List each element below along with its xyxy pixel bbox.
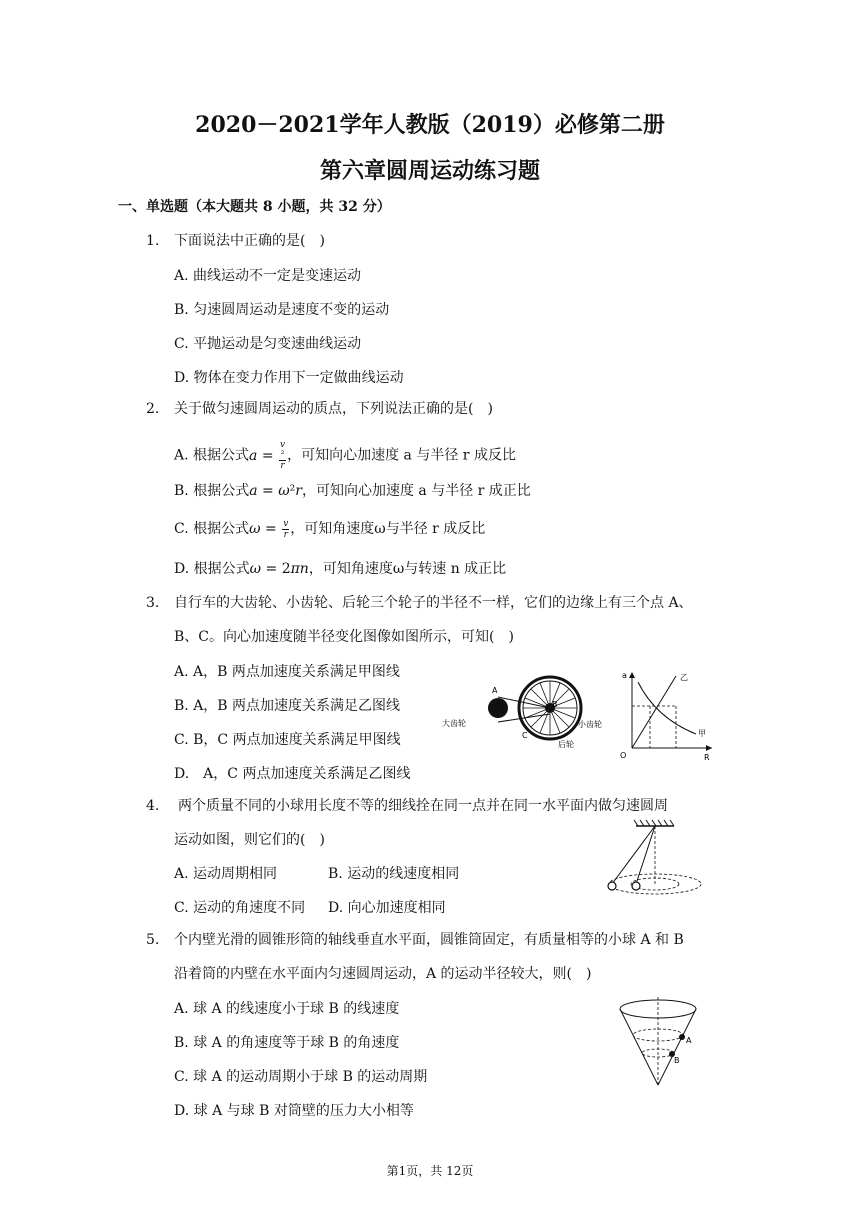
question-3-option-b: B. A，B 两点加速度关系满足乙图线 — [174, 698, 401, 714]
question-1-option-c: C. 平抛运动是匀变速曲线运动 — [174, 336, 362, 352]
label-b: B — [674, 1056, 680, 1065]
page-footer: 第1页，共 12页 — [386, 1164, 474, 1178]
ball-a — [679, 1034, 685, 1040]
formula-w-v-r: ω = $\frac{v}{r}$ — [249, 518, 289, 540]
title-line-2: 第六章圆周运动练习题 — [319, 158, 540, 184]
cone-right-wall — [658, 1009, 696, 1085]
question-5-option-c: C. 球 A 的运动周期小于球 B 的运动周期 — [174, 1069, 428, 1085]
string-1 — [612, 826, 655, 884]
question-1-number: 1. — [146, 233, 160, 249]
question-3-stem-line-2: B、C。向心加速度随半径变化图像如图所示，可知( ) — [174, 629, 514, 645]
question-2-number: 2. — [146, 401, 160, 417]
bicycle-gears-figure — [438, 650, 602, 750]
axis-y-label: a — [622, 671, 627, 680]
question-4-option-a: A. 运动周期相同 — [174, 866, 278, 882]
question-3-option-d: D. A，C 两点加速度关系满足乙图线 — [174, 766, 411, 782]
acceleration-radius-graph — [616, 668, 716, 764]
title-line-1: 2020－2021学年人教版（2019）必修第二册 — [195, 112, 665, 138]
label-a: A — [492, 686, 498, 695]
cone-figure — [614, 995, 704, 1090]
question-2-option-c — [174, 518, 485, 540]
question-4-option-c: C. 运动的角速度不同 — [174, 900, 306, 916]
question-1-option-a: A. 曲线运动不一定是变速运动 — [174, 268, 362, 284]
question-5-option-a: A. 球 A 的线速度小于球 B 的线速度 — [174, 1001, 400, 1017]
question-3-option-a: A. A，B 两点加速度关系满足甲图线 — [174, 664, 400, 680]
section-header: 一、单选题（本大题共 8 小题，共 32 分） — [118, 199, 391, 215]
formula-a-v2-r: a = v ² r — [249, 440, 286, 471]
question-2-option-d — [174, 558, 506, 578]
question-1-option-d: D. 物体在变力作用下一定做曲线运动 — [174, 370, 404, 386]
label-a: A — [686, 1036, 692, 1045]
conical-pendulum-figure — [600, 818, 710, 898]
option-suffix: ，可知向心加速度 a 与半径 r 成正比 — [301, 483, 531, 499]
question-5-option-b: B. 球 A 的角速度等于球 B 的角速度 — [174, 1035, 400, 1051]
question-5-option-d: D. 球 A 与球 B 对筒壁的压力大小相等 — [174, 1103, 414, 1119]
ball-1 — [608, 882, 616, 890]
label-c: C — [522, 731, 528, 740]
label-b: B — [552, 700, 558, 709]
option-prefix: B. 根据公式 — [174, 483, 250, 499]
option-prefix: A. 根据公式 — [174, 447, 250, 464]
question-3-option-c: C. B，C 两点加速度关系满足甲图线 — [174, 732, 401, 748]
question-2-stem: 关于做匀速圆周运动的质点，下列说法正确的是( ) — [174, 401, 493, 417]
question-3-number: 3. — [146, 595, 160, 611]
question-1-stem: 下面说法中正确的是( ) — [174, 233, 325, 249]
question-4-option-d: D. 向心加速度相同 — [328, 900, 446, 916]
question-4-stem-line-2: 运动如图，则它们的( ) — [174, 832, 325, 848]
question-4-stem-line-1: 两个质量不同的小球用长度不等的细线拴在同一点并在同一水平面内做匀速圆周 — [178, 798, 668, 814]
line-yi — [632, 676, 676, 748]
question-2-option-a — [174, 440, 516, 471]
option-suffix: ，可知向心加速度 a 与半径 r 成反比 — [287, 447, 516, 464]
cone-left-wall — [620, 1009, 658, 1085]
big-gear-circle — [488, 698, 508, 718]
label-rear-wheel: 后轮 — [558, 740, 574, 749]
question-1-option-b: B. 匀速圆周运动是速度不变的运动 — [174, 302, 390, 318]
question-5-number: 5. — [146, 932, 160, 948]
label-big-gear: 大齿轮 — [442, 719, 466, 728]
option-prefix: C. 根据公式 — [174, 521, 250, 537]
question-4-number: 4. — [146, 798, 160, 814]
axis-x-label: R — [704, 753, 710, 762]
line-yi-label: 乙 — [680, 673, 688, 682]
string-2 — [636, 826, 655, 884]
question-3-stem-line-1: 自行车的大齿轮、小齿轮、后轮三个轮子的半径不一样，它们的边缘上有三个点 A、 — [174, 595, 693, 611]
formula-a-w2r: a = ω²r — [249, 483, 302, 499]
line-jia-label: 甲 — [698, 729, 706, 738]
question-5-stem-line-2: 沿着筒的内壁在水平面内匀速圆周运动，A 的运动半径较大，则( ) — [174, 966, 592, 982]
formula-w-2pin: ω = 2πn — [249, 561, 309, 577]
option-prefix: D. 根据公式 — [174, 561, 250, 577]
option-suffix: ，可知角速度ω与半径 r 成反比 — [290, 521, 486, 537]
ball-2 — [632, 882, 640, 890]
origin-label: O — [620, 751, 627, 760]
option-suffix: ，可知角速度ω与转速 n 成正比 — [308, 561, 507, 577]
question-5-stem-line-1: 个内壁光滑的圆锥形筒的轴线垂直水平面，圆锥筒固定，有质量相等的小球 A 和 B — [174, 932, 684, 948]
question-2-option-b — [174, 480, 531, 500]
label-small-gear: 小齿轮 — [578, 720, 602, 729]
question-4-option-b: B. 运动的线速度相同 — [328, 866, 460, 882]
